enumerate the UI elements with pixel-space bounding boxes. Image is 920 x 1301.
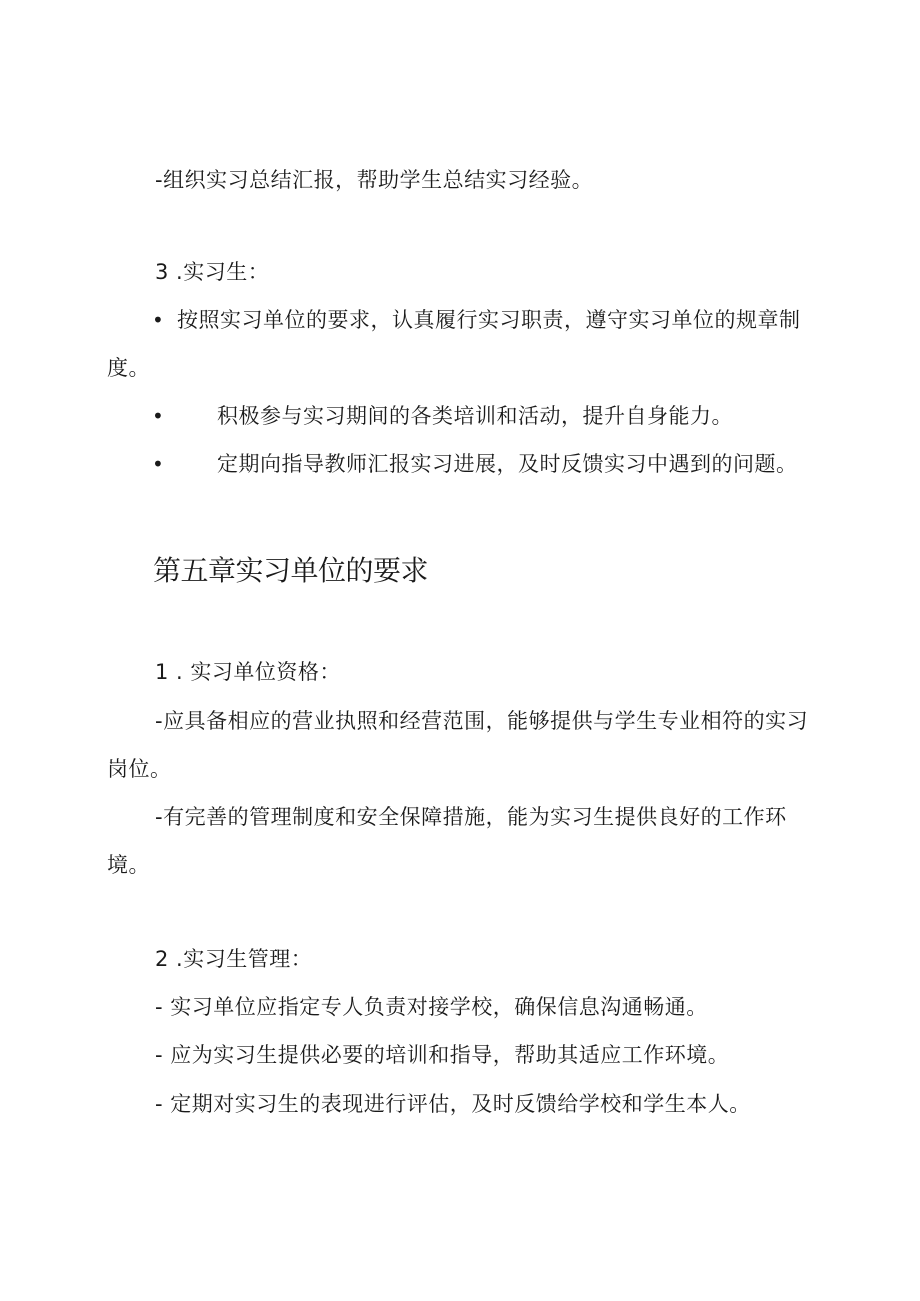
management-section-title: 2 .实习生管理： [155,947,313,971]
management-training-line: - 应为实习生提供必要的培训和指导，帮助其适应工作环境。 [155,1043,730,1067]
bullet-icon: • [152,308,164,332]
intern-training-line: 积极参与实习期间的各类培训和活动，提升自身能力。 [217,404,733,428]
qualification-section-title: 1 . 实习单位资格： [155,660,341,684]
management-evaluation-line: - 定期对实习生的表现进行评估，及时反馈给学校和学生本人。 [155,1092,751,1116]
intern-duty-line-1: 按照实习单位的要求，认真履行实习职责，遵守实习单位的规章制 [177,308,801,332]
interns-section-title: 3 .实习生： [155,260,270,284]
bullet-icon: • [152,452,164,476]
summary-report-line: -组织实习总结汇报，帮助学生总结实习经验。 [155,168,594,192]
intern-report-line: 定期向指导教师汇报实习进展，及时反馈实习中遇到的问题。 [217,452,798,476]
qualification-license-line-2: 岗位。 [107,757,172,781]
management-contact-line: - 实习单位应指定专人负责对接学校，确保信息沟通畅通。 [155,995,708,1019]
chapter-heading: 第五章实习单位的要求 [153,554,429,587]
intern-duty-line-2: 度。 [107,356,150,380]
qualification-safety-line-2: 境。 [107,853,150,877]
bullet-icon: • [152,404,164,428]
qualification-license-line-1: -应具备相应的营业执照和经营范围，能够提供与学生专业相符的实习 [155,709,809,733]
qualification-safety-line-1: -有完善的管理制度和安全保障措施，能为实习生提供良好的工作环 [155,805,787,829]
